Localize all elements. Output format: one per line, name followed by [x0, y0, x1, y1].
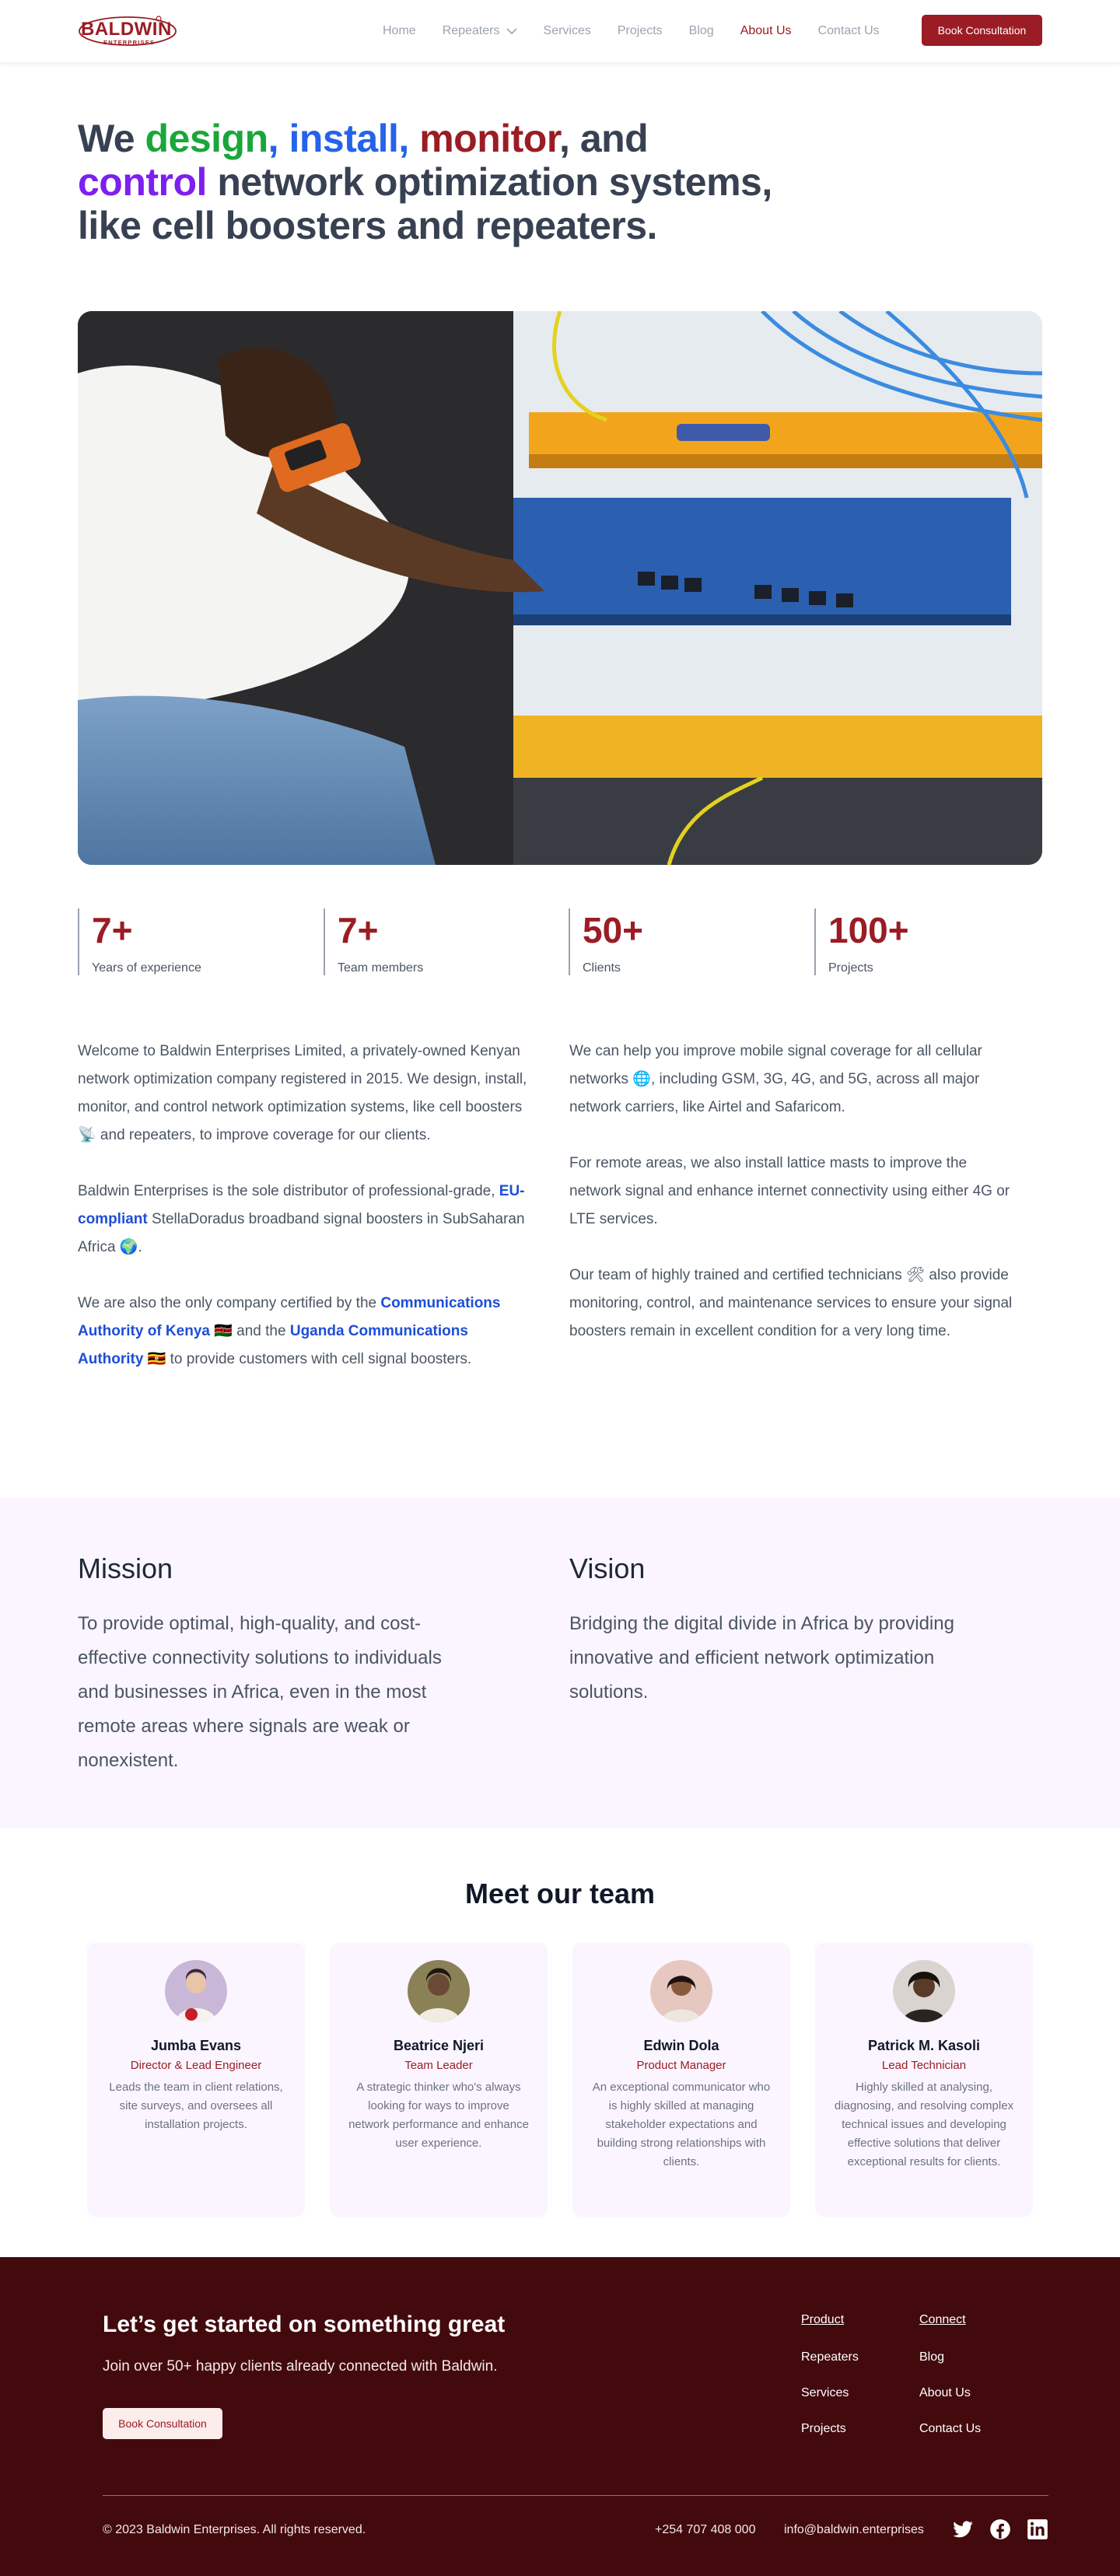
team-member-name: Edwin Dola	[643, 2038, 719, 2053]
nav-projects[interactable]: Projects	[617, 24, 663, 37]
about-text: 🇰🇪 and the	[209, 1323, 290, 1339]
team-member-role: Team Leader	[404, 2059, 473, 2072]
team-title: Meet our team	[464, 1878, 656, 1909]
technician-server-rack-photo-icon	[78, 311, 1042, 865]
mission-vision-section	[0, 1498, 1120, 1828]
person-photo-icon	[893, 1960, 955, 2022]
logo-tagline: ENTERPRISES	[103, 39, 156, 46]
footer-product-heading[interactable]: Product	[801, 2313, 845, 2326]
nav-about-us[interactable]: About Us	[740, 24, 792, 37]
footer-subtitle: Join over 50+ happy clients already connected with Baldwin.	[103, 2358, 498, 2375]
headline-we: We	[78, 117, 145, 160]
ca-kenya-link[interactable]: Communications Authority of Kenya	[78, 1295, 501, 1339]
twitter-icon[interactable]	[952, 2518, 974, 2540]
footer-title: Let’s get started on something great	[103, 2312, 506, 2337]
nav-repeaters[interactable]	[443, 24, 517, 38]
stat-years	[78, 908, 201, 975]
uganda-ca-link[interactable]: Uganda Communications Authority	[78, 1323, 468, 1367]
stat-projects	[814, 908, 909, 975]
headline-comma: ,	[268, 117, 289, 160]
about-paragraph: For remote areas, we also install lattice masts to improve the network signal and enhance internet connectivity using either 4G or LTE services.	[569, 1155, 1010, 1227]
footer-divider	[103, 2495, 1048, 2496]
vision-title: Vision	[569, 1552, 646, 1584]
team-member-desc: Highly skilled at analysing, diagnosing, and resolving complex technical issues and developing effective solutions that deliver exceptional results for clients.	[834, 2081, 1014, 2168]
logo-wordmark: BALDWIN	[81, 19, 172, 40]
main-nav	[383, 22, 906, 40]
nav-blog[interactable]: Blog	[688, 24, 714, 37]
footer-link-blog[interactable]: Blog	[919, 2350, 945, 2364]
team-member-name: Patrick M. Kasoli	[867, 2038, 981, 2053]
team-member-desc: A strategic thinker who's always looking for ways to improve network performance and enhance user experience.	[348, 2081, 529, 2150]
team-member-desc: Leads the team in client relations, site surveys, and oversees all installation projects.	[109, 2081, 283, 2131]
about-text: We are also the only company certified by the	[78, 1295, 381, 1311]
headline-comma: ,	[398, 117, 420, 160]
person-photo-icon	[408, 1960, 470, 2022]
stat-label: Team members	[338, 961, 424, 975]
team-member-role: Director & Lead Engineer	[130, 2059, 262, 2072]
team-card-patrick	[815, 1943, 1033, 2217]
site-footer	[0, 2257, 1120, 2576]
stat-team	[324, 908, 423, 975]
about-text: 🇺🇬 to provide customers with cell signal boosters.	[143, 1351, 472, 1367]
avatar	[165, 1960, 227, 2022]
footer-product-column	[801, 2313, 859, 2458]
footer-link-services[interactable]: Services	[801, 2386, 849, 2399]
about-paragraph: We can help you improve mobile signal coverage for all cellular networks 🌐, including GSM, 3G, 4G, and 5G, across all major network carriers, like Airtel and Safaricom.	[569, 1043, 982, 1115]
stat-label: Clients	[583, 961, 621, 975]
stat-value: 50+	[583, 910, 644, 950]
stat-value: 7+	[338, 910, 379, 950]
eu-compliant-link[interactable]: EU-compliant	[78, 1183, 525, 1227]
headline-and: , and	[559, 117, 649, 160]
chevron-down-icon	[506, 28, 517, 35]
facebook-icon[interactable]	[989, 2518, 1011, 2540]
vision-text: Bridging the digital divide in Africa by providing innovative and efficient network optimization solutions.	[569, 1613, 954, 1703]
person-photo-icon	[650, 1960, 712, 2022]
nav-repeaters-label: Repeaters	[442, 24, 500, 37]
stat-clients	[569, 908, 643, 975]
headline-install: install	[289, 117, 399, 160]
about-text: Baldwin Enterprises is the sole distributor of professional-grade,	[78, 1183, 499, 1199]
avatar	[408, 1960, 470, 2022]
footer-link-repeaters[interactable]: Repeaters	[801, 2350, 859, 2364]
about-paragraph: Welcome to Baldwin Enterprises Limited, a privately-owned Kenyan network optimization company registered in 2015. We design, install, monitor, and control network optimization systems, like cell boosters 📡 and repeaters, to improve coverage for our clients.	[78, 1043, 527, 1143]
footer-link-about-us[interactable]: About Us	[919, 2386, 971, 2399]
book-consultation-button[interactable]: Book Consultation	[922, 15, 1042, 46]
team-card-edwin	[572, 1943, 790, 2217]
linkedin-icon[interactable]	[1027, 2518, 1048, 2540]
team-member-role: Product Manager	[636, 2059, 726, 2072]
about-paragraph	[78, 1290, 529, 1374]
footer-connect-column	[919, 2313, 981, 2458]
nav-contact-us[interactable]: Contact Us	[817, 24, 880, 37]
about-column-right	[569, 1038, 1020, 1374]
avatar	[650, 1960, 712, 2022]
footer-link-projects[interactable]: Projects	[801, 2422, 846, 2435]
page-headline	[78, 117, 856, 247]
headline-rest-1: network optimization systems,	[206, 160, 772, 204]
footer-phone[interactable]: +254 707 408 000	[655, 2523, 756, 2536]
footer-link-contact-us[interactable]: Contact Us	[919, 2422, 982, 2435]
footer-connect-heading[interactable]: Connect	[919, 2313, 966, 2326]
baldwin-logo[interactable]	[78, 11, 177, 48]
avatar	[893, 1960, 955, 2022]
mission-text: To provide optimal, high-quality, and cost-effective connectivity solutions to individuals and businesses in Africa, even in the most remote areas where signals are weak or nonexistent.	[78, 1613, 442, 1771]
about-paragraph	[78, 1178, 529, 1262]
team-card-beatrice	[330, 1943, 548, 2217]
headline-design: design	[145, 117, 268, 160]
team-member-desc: An exceptional communicator who is highly skilled at managing stakeholder expectations and building strong relationships with clients.	[592, 2081, 771, 2168]
stat-value: 7+	[92, 910, 133, 950]
footer-email[interactable]: info@baldwin.enterprises	[784, 2523, 924, 2536]
team-card-jumba	[87, 1943, 305, 2217]
stat-label: Years of experience	[92, 961, 201, 975]
footer-copyright: © 2023 Baldwin Enterprises. All rights reserved.	[103, 2523, 366, 2536]
site-header	[0, 0, 1120, 62]
nav-services[interactable]: Services	[543, 24, 591, 37]
team-member-name: Beatrice Njeri	[393, 2038, 485, 2053]
person-photo-icon	[165, 1960, 227, 2022]
headline-rest-2: like cell boosters and repeaters.	[78, 204, 657, 247]
team-member-role: Lead Technician	[881, 2059, 967, 2072]
footer-book-consultation-button[interactable]: Book Consultation	[103, 2408, 222, 2439]
mission-title: Mission	[78, 1552, 173, 1584]
stat-value: 100+	[828, 910, 909, 950]
about-paragraph: Our team of highly trained and certified technicians 🛠 also provide monitoring, control, and maintenance services to ensure your signal boosters remain in excellent condition for a very long time.	[569, 1267, 1013, 1339]
nav-home[interactable]: Home	[383, 24, 416, 37]
stat-label: Projects	[828, 961, 873, 975]
about-column-left	[78, 1038, 529, 1402]
team-member-name: Jumba Evans	[150, 2038, 242, 2053]
headline-control: control	[78, 160, 207, 204]
about-text: StellaDoradus broadband signal boosters in SubSaharan Africa 🌍.	[78, 1211, 525, 1255]
headline-monitor: monitor	[419, 117, 560, 160]
hero-image	[78, 311, 1042, 865]
